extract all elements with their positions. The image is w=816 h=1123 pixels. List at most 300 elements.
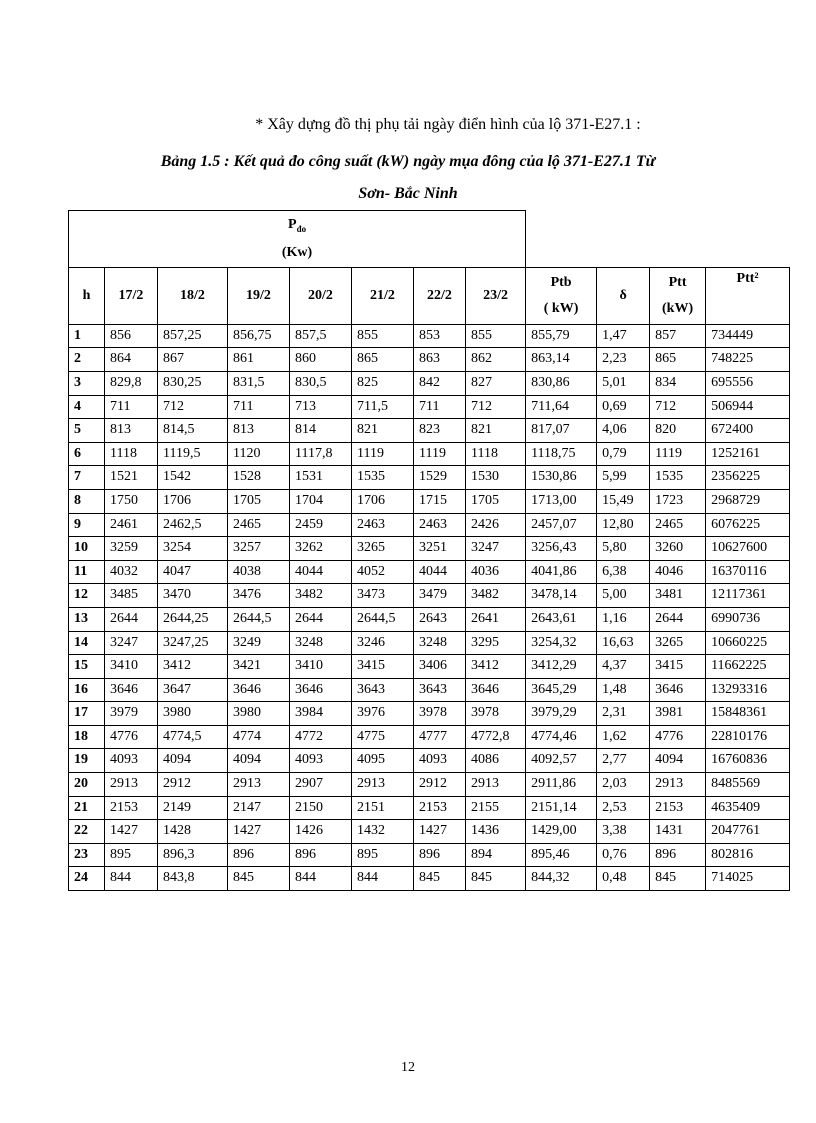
hour-cell: 21 [69, 796, 105, 820]
table-cell: 2643,61 [526, 607, 597, 631]
table-row [69, 348, 790, 372]
table-cell: 711 [228, 395, 290, 419]
table-row [69, 537, 790, 561]
hour-cell: 12 [69, 584, 105, 608]
table-cell: 4092,57 [526, 749, 597, 773]
table-cell: 6,38 [597, 560, 650, 584]
table-cell: 3470 [158, 584, 228, 608]
table-cell: 823 [414, 419, 466, 443]
table-cell: 865 [352, 348, 414, 372]
table-cell: 857,5 [290, 324, 352, 348]
table-cell: 1535 [650, 466, 706, 490]
table-cell: 865 [650, 348, 706, 372]
col-ptt2: Ptt² [706, 267, 790, 324]
table-cell: 3981 [650, 702, 706, 726]
hour-cell: 14 [69, 631, 105, 655]
table-cell: 856 [105, 324, 158, 348]
table-row [69, 560, 790, 584]
table-cell: 3412 [466, 655, 526, 679]
table-cell: 711,64 [526, 395, 597, 419]
table-cell: 0,69 [597, 395, 650, 419]
table-cell: 3256,43 [526, 537, 597, 561]
col-day: 19/2 [228, 267, 290, 324]
table-cell: 1704 [290, 489, 352, 513]
table-cell: 863,14 [526, 348, 597, 372]
table-cell: 1528 [228, 466, 290, 490]
col-day: 18/2 [158, 267, 228, 324]
table-cell: 16,63 [597, 631, 650, 655]
header-row-pdo [69, 211, 790, 268]
table-cell: 3247 [466, 537, 526, 561]
hour-cell: 7 [69, 466, 105, 490]
table-cell: 3479 [414, 584, 466, 608]
table-cell: 3410 [290, 655, 352, 679]
table-cell: 4086 [466, 749, 526, 773]
hour-cell: 20 [69, 773, 105, 797]
table-cell: 1120 [228, 442, 290, 466]
table-cell: 3249 [228, 631, 290, 655]
table-cell: 3415 [352, 655, 414, 679]
table-cell: 845 [414, 867, 466, 891]
hour-cell: 4 [69, 395, 105, 419]
table-cell: 12,80 [597, 513, 650, 537]
table-cell: 2153 [650, 796, 706, 820]
table-cell: 2968729 [706, 489, 790, 513]
table-cell: 2912 [414, 773, 466, 797]
table-cell: 2913 [352, 773, 414, 797]
table-row [69, 796, 790, 820]
table-cell: 2153 [414, 796, 466, 820]
table-row [69, 867, 790, 891]
table-cell: 4094 [650, 749, 706, 773]
table-cell: 1119,5 [158, 442, 228, 466]
table-cell: 3251 [414, 537, 466, 561]
table-cell: 3476 [228, 584, 290, 608]
table-cell: 855 [352, 324, 414, 348]
table-cell: 2151 [352, 796, 414, 820]
hour-cell: 10 [69, 537, 105, 561]
table-cell: 3485 [105, 584, 158, 608]
table-cell: 2459 [290, 513, 352, 537]
table-cell: 2147 [228, 796, 290, 820]
table-cell: 3978 [466, 702, 526, 726]
table-row [69, 489, 790, 513]
table-cell: 3265 [650, 631, 706, 655]
table-cell: 2643 [414, 607, 466, 631]
hour-cell: 2 [69, 348, 105, 372]
table-cell: 3246 [352, 631, 414, 655]
table-cell: 857,25 [158, 324, 228, 348]
col-day: 20/2 [290, 267, 352, 324]
table-cell: 3247 [105, 631, 158, 655]
table-cell: 6076225 [706, 513, 790, 537]
table-cell: 2907 [290, 773, 352, 797]
table-cell: 2457,07 [526, 513, 597, 537]
table-cell: 855,79 [526, 324, 597, 348]
table-cell: 853 [414, 324, 466, 348]
table-row [69, 419, 790, 443]
table-cell: 1535 [352, 466, 414, 490]
table-cell: 3406 [414, 655, 466, 679]
table-cell: 2912 [158, 773, 228, 797]
table-cell: 1,16 [597, 607, 650, 631]
table-cell: 1,47 [597, 324, 650, 348]
table-cell: 3260 [650, 537, 706, 561]
table-cell: 1432 [352, 820, 414, 844]
table-cell: 4774,5 [158, 725, 228, 749]
table-cell: 863 [414, 348, 466, 372]
table-cell: 3647 [158, 678, 228, 702]
table-row [69, 324, 790, 348]
table-cell: 1521 [105, 466, 158, 490]
table-cell: 1428 [158, 820, 228, 844]
table-cell: 3646 [290, 678, 352, 702]
table-cell: 1723 [650, 489, 706, 513]
hour-cell: 1 [69, 324, 105, 348]
table-cell: 5,00 [597, 584, 650, 608]
table-cell: 3254,32 [526, 631, 597, 655]
table-cell: 2149 [158, 796, 228, 820]
table-cell: 12117361 [706, 584, 790, 608]
hour-cell: 5 [69, 419, 105, 443]
table-cell: 711,5 [352, 395, 414, 419]
table-cell: 844 [290, 867, 352, 891]
table-cell: 855 [466, 324, 526, 348]
table-cell: 4046 [650, 560, 706, 584]
table-cell: 3646 [650, 678, 706, 702]
table-cell: 5,01 [597, 371, 650, 395]
hour-cell: 23 [69, 843, 105, 867]
table-cell: 10660225 [706, 631, 790, 655]
table-cell: 825 [352, 371, 414, 395]
table-cell: 2463 [414, 513, 466, 537]
col-delta: δ [597, 267, 650, 324]
table-cell: 506944 [706, 395, 790, 419]
col-ptt: Ptt (kW) [650, 267, 706, 324]
table-row [69, 773, 790, 797]
table-row [69, 584, 790, 608]
table-cell: 1530 [466, 466, 526, 490]
table-caption [0, 146, 816, 210]
col-day: 22/2 [414, 267, 466, 324]
table-cell: 1715 [414, 489, 466, 513]
table-cell: 712 [650, 395, 706, 419]
table-cell: 2153 [105, 796, 158, 820]
table-cell: 4094 [158, 749, 228, 773]
hour-cell: 24 [69, 867, 105, 891]
table-row [69, 725, 790, 749]
table-cell: 845 [228, 867, 290, 891]
table-cell: 6990736 [706, 607, 790, 631]
table-cell: 896 [414, 843, 466, 867]
table-cell: 813 [105, 419, 158, 443]
table-cell: 3481 [650, 584, 706, 608]
hour-cell: 17 [69, 702, 105, 726]
table-cell: 1117,8 [290, 442, 352, 466]
table-cell: 711 [105, 395, 158, 419]
table-cell: 748225 [706, 348, 790, 372]
table-cell: 2644 [290, 607, 352, 631]
table-cell: 2913 [650, 773, 706, 797]
table-row [69, 749, 790, 773]
table-cell: 864 [105, 348, 158, 372]
table-cell: 1427 [414, 820, 466, 844]
table-cell: 2151,14 [526, 796, 597, 820]
table-cell: 2463 [352, 513, 414, 537]
table-cell: 829,8 [105, 371, 158, 395]
table-cell: 695556 [706, 371, 790, 395]
table-cell: 3976 [352, 702, 414, 726]
table-cell: 1706 [158, 489, 228, 513]
hour-cell: 22 [69, 820, 105, 844]
table-cell: 3643 [414, 678, 466, 702]
table-cell: 2,03 [597, 773, 650, 797]
hour-cell: 19 [69, 749, 105, 773]
table-row [69, 843, 790, 867]
table-cell: 1706 [352, 489, 414, 513]
pdo-header: $P_{đo}$ (Kw) [69, 211, 526, 268]
table-cell: 4094 [228, 749, 290, 773]
table-cell: 857 [650, 324, 706, 348]
table-cell: 4093 [414, 749, 466, 773]
table-cell: 1713,00 [526, 489, 597, 513]
table-cell: 711 [414, 395, 466, 419]
table-cell: 831,5 [228, 371, 290, 395]
table-cell: 4093 [290, 749, 352, 773]
hour-cell: 8 [69, 489, 105, 513]
table-cell: 3415 [650, 655, 706, 679]
table-cell: 4776 [650, 725, 706, 749]
table-cell: 2426 [466, 513, 526, 537]
table-cell: 2356225 [706, 466, 790, 490]
table-cell: 714025 [706, 867, 790, 891]
table-cell: 802816 [706, 843, 790, 867]
table-cell: 3482 [466, 584, 526, 608]
caption-line-2: Sơn- Bắc Ninh [358, 185, 458, 202]
table-cell: 0,48 [597, 867, 650, 891]
table-cell: 4774 [228, 725, 290, 749]
header-blank [526, 211, 790, 268]
table-cell: 8485569 [706, 773, 790, 797]
table-cell: 4,37 [597, 655, 650, 679]
table-cell: 1530,86 [526, 466, 597, 490]
table-cell: 867 [158, 348, 228, 372]
table-cell: 861 [228, 348, 290, 372]
col-day: 21/2 [352, 267, 414, 324]
table-cell: 3295 [466, 631, 526, 655]
table-cell: 2,53 [597, 796, 650, 820]
table-cell: 4774,46 [526, 725, 597, 749]
table-cell: 830,86 [526, 371, 597, 395]
table-cell: 844 [352, 867, 414, 891]
table-row [69, 820, 790, 844]
table-cell: 862 [466, 348, 526, 372]
table-cell: 817,07 [526, 419, 597, 443]
hour-cell: 15 [69, 655, 105, 679]
table-cell: 672400 [706, 419, 790, 443]
table-cell: 2465 [650, 513, 706, 537]
table-cell: 3643 [352, 678, 414, 702]
table-cell: 3984 [290, 702, 352, 726]
table-cell: 4772 [290, 725, 352, 749]
table-cell: 843,8 [158, 867, 228, 891]
table-cell: 894 [466, 843, 526, 867]
table-cell: 4038 [228, 560, 290, 584]
table-cell: 5,80 [597, 537, 650, 561]
table-cell: 3645,29 [526, 678, 597, 702]
table-cell: 4036 [466, 560, 526, 584]
table-cell: 3254 [158, 537, 228, 561]
table-cell: 2465 [228, 513, 290, 537]
table-row [69, 702, 790, 726]
table-cell: 1118,75 [526, 442, 597, 466]
hour-cell: 6 [69, 442, 105, 466]
table-cell: 712 [466, 395, 526, 419]
table-cell: 4032 [105, 560, 158, 584]
table-cell: 4044 [414, 560, 466, 584]
table-cell: 0,76 [597, 843, 650, 867]
table-cell: 2644,5 [352, 607, 414, 631]
table-cell: 712 [158, 395, 228, 419]
table-cell: 845 [466, 867, 526, 891]
table-row [69, 655, 790, 679]
page-number: 12 [401, 1060, 415, 1075]
caption-line-1: Bảng 1.5 : Kết quả đo công suất (kW) ngày mụa đông của lộ 371-E27.1 Từ [160, 153, 656, 170]
table-cell: 1118 [466, 442, 526, 466]
table-cell: 2047761 [706, 820, 790, 844]
table-cell: 3979,29 [526, 702, 597, 726]
table-cell: 5,99 [597, 466, 650, 490]
table-cell: 22810176 [706, 725, 790, 749]
table-row [69, 678, 790, 702]
table-cell: 4,06 [597, 419, 650, 443]
table-cell: 1529 [414, 466, 466, 490]
table-cell: 1531 [290, 466, 352, 490]
table-cell: 0,79 [597, 442, 650, 466]
table-cell: 10627600 [706, 537, 790, 561]
table-row [69, 442, 790, 466]
table-cell: 1,48 [597, 678, 650, 702]
table-cell: 3,38 [597, 820, 650, 844]
table-cell: 3980 [228, 702, 290, 726]
table-cell: 3259 [105, 537, 158, 561]
table-cell: 4635409 [706, 796, 790, 820]
table-cell: 2,31 [597, 702, 650, 726]
table-cell: 3980 [158, 702, 228, 726]
table-cell: 3265 [352, 537, 414, 561]
table-cell: 2,23 [597, 348, 650, 372]
table-cell: 4772,8 [466, 725, 526, 749]
table-cell: 4041,86 [526, 560, 597, 584]
table-cell: 814,5 [158, 419, 228, 443]
table-cell: 3247,25 [158, 631, 228, 655]
table-cell: 895 [352, 843, 414, 867]
table-cell: 821 [352, 419, 414, 443]
table-cell: 15848361 [706, 702, 790, 726]
table-cell: 845 [650, 867, 706, 891]
table-cell: 860 [290, 348, 352, 372]
table-cell: 2911,86 [526, 773, 597, 797]
table-cell: 842 [414, 371, 466, 395]
table-cell: 821 [466, 419, 526, 443]
table-row [69, 466, 790, 490]
table-cell: 3412 [158, 655, 228, 679]
table-cell: 4044 [290, 560, 352, 584]
table-cell: 3248 [290, 631, 352, 655]
table-cell: 1436 [466, 820, 526, 844]
table-cell: 734449 [706, 324, 790, 348]
table-cell: 1429,00 [526, 820, 597, 844]
table-cell: 16370116 [706, 560, 790, 584]
table-cell: 1705 [466, 489, 526, 513]
table-cell: 3412,29 [526, 655, 597, 679]
table-cell: 3421 [228, 655, 290, 679]
power-measurement-table [68, 210, 790, 891]
table-cell: 814 [290, 419, 352, 443]
table-cell: 2461 [105, 513, 158, 537]
hour-cell: 18 [69, 725, 105, 749]
table-cell: 3262 [290, 537, 352, 561]
table-cell: 830,25 [158, 371, 228, 395]
table-cell: 4776 [105, 725, 158, 749]
table-cell: 896 [290, 843, 352, 867]
table-cell: 2644 [650, 607, 706, 631]
table-cell: 2641 [466, 607, 526, 631]
table-cell: 2155 [466, 796, 526, 820]
table-cell: 2913 [105, 773, 158, 797]
table-cell: 2913 [466, 773, 526, 797]
hour-cell: 9 [69, 513, 105, 537]
table-cell: 2913 [228, 773, 290, 797]
table-cell: 2462,5 [158, 513, 228, 537]
table-cell: 834 [650, 371, 706, 395]
table-cell: 4777 [414, 725, 466, 749]
table-cell: 3646 [466, 678, 526, 702]
table-cell: 3646 [105, 678, 158, 702]
table-cell: 844,32 [526, 867, 597, 891]
table-cell: 1542 [158, 466, 228, 490]
hour-cell: 16 [69, 678, 105, 702]
table-cell: 11662225 [706, 655, 790, 679]
table-row [69, 395, 790, 419]
table-cell: 2150 [290, 796, 352, 820]
table-cell: 1750 [105, 489, 158, 513]
table-cell: 827 [466, 371, 526, 395]
table-cell: 3248 [414, 631, 466, 655]
table-cell: 2644,25 [158, 607, 228, 631]
table-cell: 1426 [290, 820, 352, 844]
table-row [69, 513, 790, 537]
table-cell: 3257 [228, 537, 290, 561]
table-cell: 15,49 [597, 489, 650, 513]
table-body [69, 211, 790, 891]
hour-cell: 11 [69, 560, 105, 584]
table-cell: 2644,5 [228, 607, 290, 631]
table-cell: 4093 [105, 749, 158, 773]
table-cell: 1252161 [706, 442, 790, 466]
table-cell: 1427 [105, 820, 158, 844]
table-cell: 1119 [650, 442, 706, 466]
hour-cell: 13 [69, 607, 105, 631]
table-cell: 896 [228, 843, 290, 867]
table-cell: 2,77 [597, 749, 650, 773]
table-cell: 820 [650, 419, 706, 443]
table-cell: 4775 [352, 725, 414, 749]
table-cell: 896,3 [158, 843, 228, 867]
table-cell: 895,46 [526, 843, 597, 867]
table-cell: 1118 [105, 442, 158, 466]
table-cell: 3482 [290, 584, 352, 608]
